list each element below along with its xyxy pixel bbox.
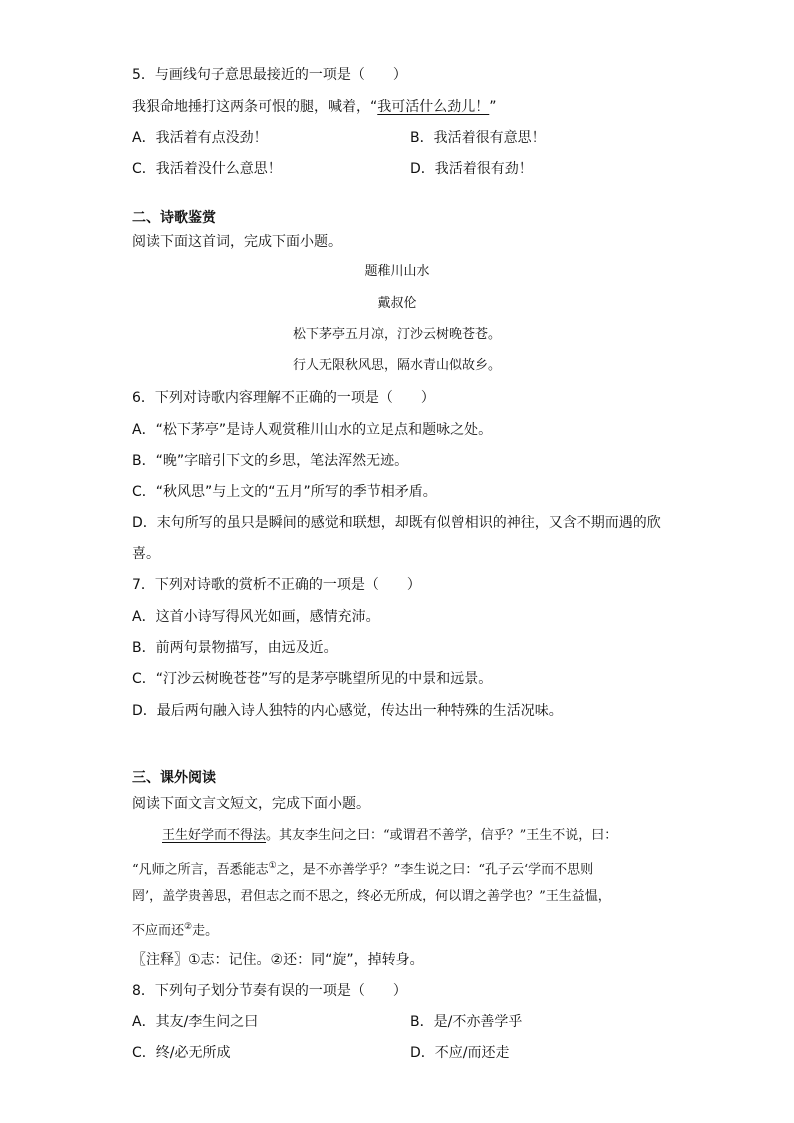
q5-context (132, 97, 497, 117)
section3-title: 三、课外阅读 (132, 770, 216, 786)
section3-intro: 阅读下面文言文短文，完成下面小题。 (132, 796, 370, 812)
q8-stem: 8．下列句子划分节奏有误的一项是（ ） (132, 983, 407, 999)
passage-line-2-start: “凡师之所言，吾悉能志 (132, 862, 269, 878)
q5-option-c: C．我活着没什么意思！ (132, 161, 282, 177)
passage-notes: 〖注释〗①志：记住。②还：同“旋”，掉转身。 (132, 952, 424, 968)
q7-option-a: A．这首小诗写得风光如画，感情充沛。 (132, 609, 380, 625)
passage-line-2 (132, 856, 593, 880)
poem-author: 戴叔伦 (377, 296, 417, 311)
passage-line-4-rest: 走。 (192, 923, 219, 939)
poem-line-2: 行人无限秋风思，隔水青山似故乡。 (292, 358, 501, 373)
q7-stem: 7．下列对诗歌的赏析不正确的一项是（ ） (132, 577, 421, 593)
q8-option-b: B．是/不亦善学乎 (410, 1014, 523, 1030)
q6-option-a: A．“松下茅亭”是诗人观赏稚川山水的立足点和题咏之处。 (132, 422, 493, 438)
footnote-mark-2: ② (184, 922, 193, 932)
q7-option-b: B．前两句景物描写，由远及近。 (132, 640, 338, 656)
q5-option-d: D．我活着很有劲！ (410, 161, 533, 177)
passage-line-1-rest: 。其友李生问之曰：“或谓君不善学，信乎？”王生不说，曰： (266, 828, 618, 843)
q5-option-b: B．我活着很有意思！ (410, 130, 546, 146)
section2-intro: 阅读下面这首词，完成下面小题。 (132, 234, 342, 250)
passage-line-2-rest: 之，是不亦善学乎？”李生说之曰：“孔子云‘学而不思则 (276, 862, 594, 878)
q5-context-before: 我狠命地捶打这两条可恨的腿，喊着，“ (132, 99, 378, 115)
passage-line-4 (132, 917, 218, 941)
q6-option-b: B．“晚”字暗引下文的乡思，笔法浑然无迹。 (132, 453, 409, 469)
q5-stem: 5．与画线句子意思最接近的一项是（ ） (132, 67, 407, 83)
q6-option-d: D．末句所写的虽只是瞬间的感觉和联想，却既有似曾相识的神往，又含不期而遇的欣 (132, 515, 661, 531)
poem-line-1: 松下茅亭五月凉，汀沙云树晚苍苍。 (292, 327, 501, 342)
q6-option-c: C．“秋风思”与上文的“五月”所写的季节相矛盾。 (132, 484, 437, 500)
passage-line-3: 罔’，盖学贵善思，君但志之而不思之，终必无所成，何以谓之善学也？”王生益愠， (132, 889, 611, 904)
passage-line-4-start: 不应而还 (132, 923, 185, 939)
q5-underlined-sentence: 我可活什么劲儿！ (377, 99, 490, 115)
q5-context-after: ” (489, 99, 497, 115)
section2-title: 二、诗歌鉴赏 (132, 210, 216, 226)
footnote-mark-1: ① (268, 861, 277, 871)
q6-stem: 6．下列对诗歌内容理解不正确的一项是（ ） (132, 390, 435, 406)
q8-option-c: C．终/必无所成 (132, 1045, 231, 1061)
q5-option-a: A．我活着有点没劲！ (132, 130, 268, 146)
q7-option-d: D．最后两句融入诗人独特的内心感觉，传达出一种特殊的生活况味。 (132, 703, 563, 719)
passage-underlined-sentence: 王生好学而不得法 (162, 828, 267, 843)
q7-option-c: C．“汀沙云树晚苍苍”写的是茅亭眺望所见的中景和远景。 (132, 671, 493, 687)
q8-option-d: D．不应/而还走 (410, 1045, 510, 1061)
q6-option-d-cont: 喜。 (132, 546, 160, 562)
passage-line-1 (162, 826, 617, 846)
q8-option-a: A．其友/李生问之曰 (132, 1014, 259, 1030)
poem-title: 题稚川山水 (364, 264, 430, 279)
